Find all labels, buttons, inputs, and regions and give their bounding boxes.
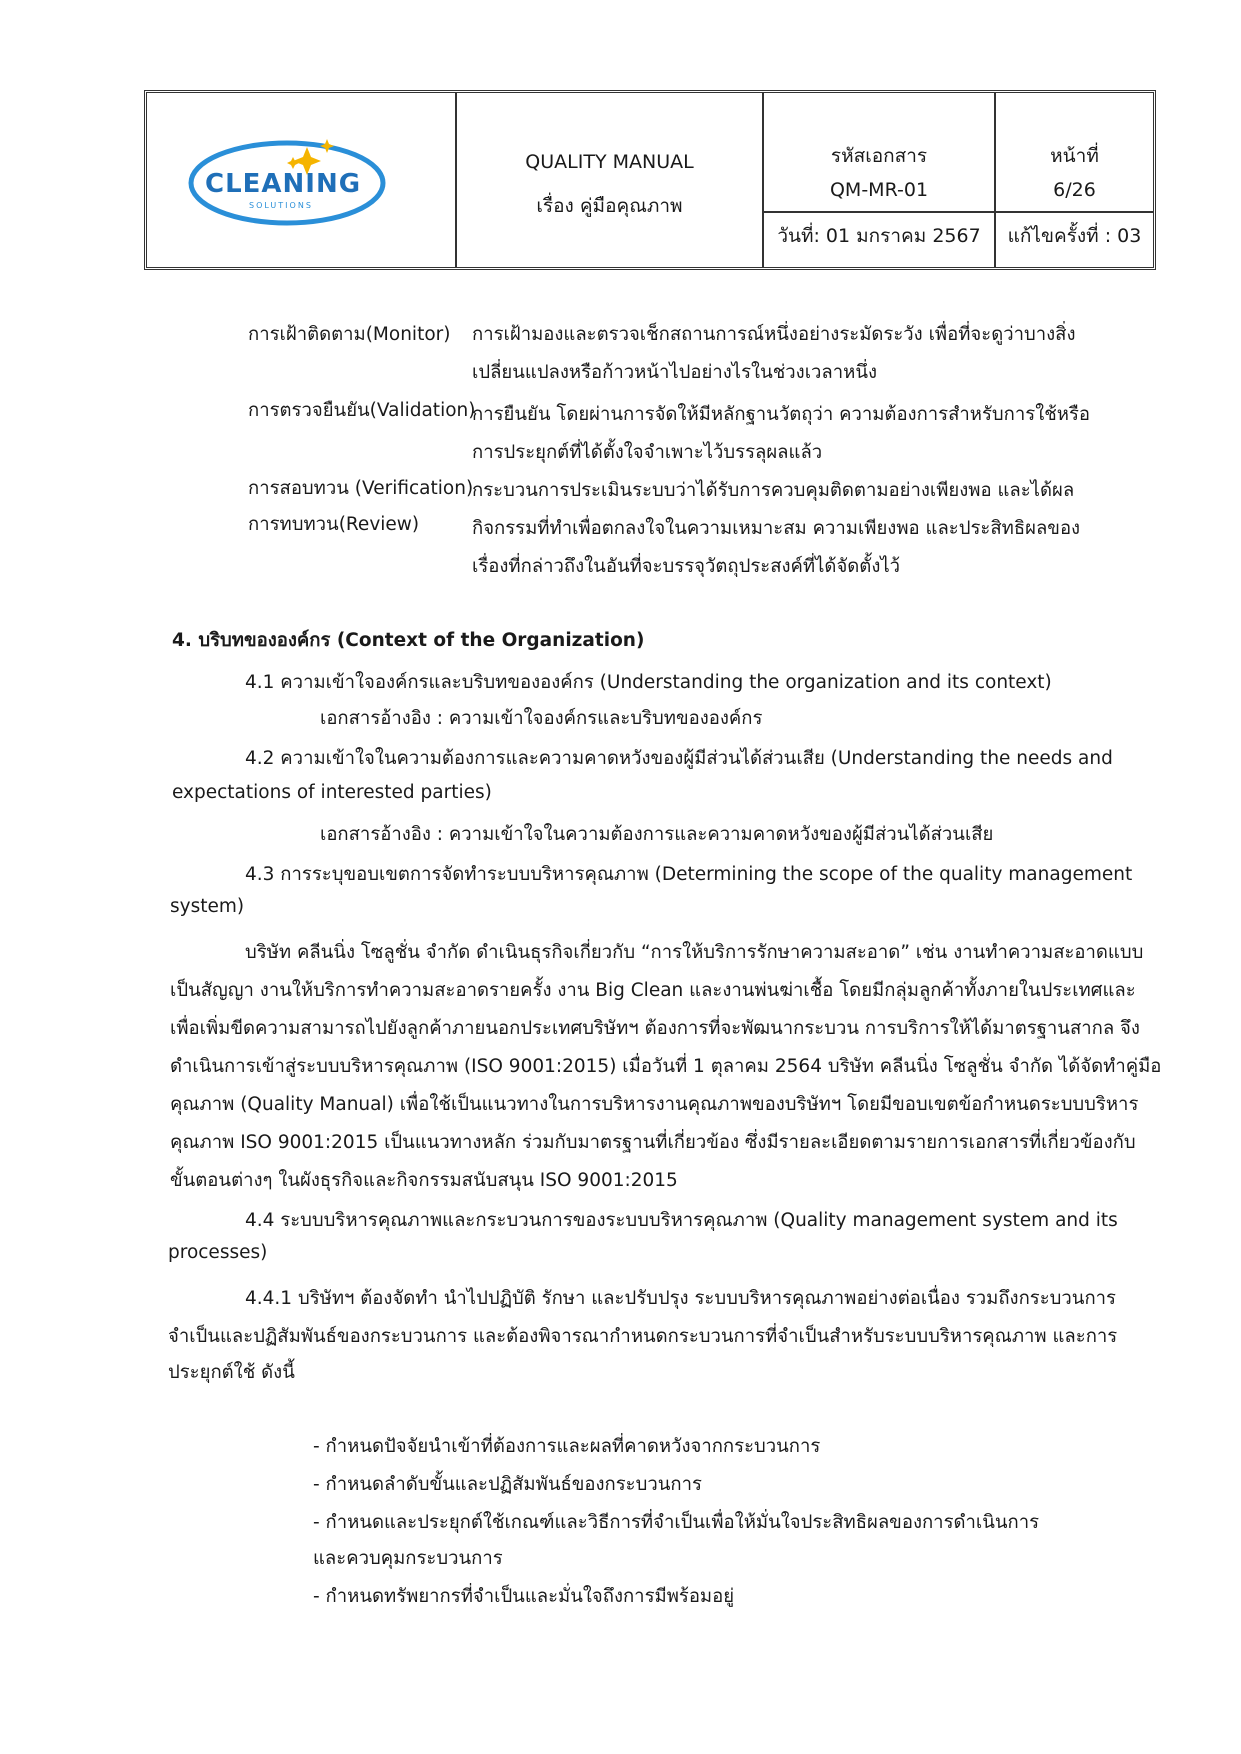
paragraph-line: ดำเนินการเข้าสู่ระบบบริหารคุณภาพ (ISO 9001:2015) เมื่อวันที่ 1 ตุลาคม 2564 บริษัท คลีนนิ่ง โซลูชั่น จำกัด ได้จัดทำคู่มือ (170, 1056, 1162, 1077)
doc-code-value: QM-MR-01 (829, 179, 929, 201)
list-item: - กำหนดทรัพยากรที่จำเป็นและมั่นใจถึงการมีพร้อมอยู่ (313, 1586, 735, 1607)
subsection-4-2-cont: expectations of interested parties) (172, 782, 492, 803)
page-number: 6/26 (1053, 179, 1096, 201)
list-item: - กำหนดและประยุกต์ใช้เกณฑ์และวิธีการที่จำเป็นเพื่อให้มั่นใจประสิทธิผลของการดำเนินการ (313, 1512, 1040, 1533)
definition-text: การยืนยัน โดยผ่านการจัดให้มีหลักฐานวัตถุว่า ความต้องการสำหรับการใช้หรือ (472, 404, 1091, 425)
definition-term: การทบทวน(Review) (248, 514, 420, 535)
doc-code-label: รหัสเอกสาร (830, 145, 928, 167)
definition-term: การสอบทวน (Verification) (248, 478, 474, 499)
reference-4-1: เอกสารอ้างอิง : ความเข้าใจองค์กรและบริบทขององค์กร (320, 708, 763, 729)
header-divider (764, 211, 1153, 213)
effective-date: วันที่: 01 มกราคม 2567 (777, 225, 981, 247)
logo-cell (147, 93, 457, 267)
list-item: - กำหนดลำดับขั้นและปฏิสัมพันธ์ของกระบวนการ (313, 1474, 702, 1495)
definition-text: การประยุกต์ที่ได้ตั้งใจจำเพาะไว้บรรลุผลแล้ว (472, 442, 823, 463)
paragraph-line: ประยุกต์ใช้ ดังนี้ (168, 1362, 295, 1383)
paragraph-line: คุณภาพ ISO 9001:2015 เป็นแนวทางหลัก ร่วมกับมาตรฐานที่เกี่ยวข้อง ซึ่งมีรายละเอียดตามรายการเอกสารที่เกี่ยวข้องกับ (170, 1132, 1136, 1153)
definition-term: การเฝ้าติดตาม(Monitor) (248, 324, 451, 345)
paragraph-line: จำเป็นและปฏิสัมพันธ์ของกระบวนการ และต้องพิจารณากำหนดกระบวนการที่จำเป็นสำหรับระบบบริหารคุณภาพ และการ (168, 1326, 1118, 1347)
subsection-4-3: 4.3 การระบุขอบเขตการจัดทำระบบบริหารคุณภาพ (Determining the scope of the quality management (245, 864, 1133, 885)
definition-text: การเฝ้ามองและตรวจเช็กสถานการณ์หนึ่งอย่างระมัดระวัง เพื่อที่จะดูว่าบางสิ่ง (472, 324, 1076, 345)
paragraph-line: 4.4.1 บริษัทฯ ต้องจัดทำ นำไปปฏิบัติ รักษา และปรับปรุง ระบบบริหารคุณภาพอย่างต่อเนื่อง รวมถึงกระบวนการ (245, 1288, 1116, 1309)
subsection-4-1: 4.1 ความเข้าใจองค์กรและบริบทขององค์กร (Understanding the organization and its context) (245, 672, 1052, 693)
page-label: หน้าที่ (1050, 145, 1099, 167)
definition-text: เปลี่ยนแปลงหรือก้าวหน้าไปอย่างไรในช่วงเวลาหนึ่ง (472, 362, 878, 383)
logo-text: CLEANING (205, 169, 362, 199)
definition-text: เรื่องที่กล่าวถึงในอันที่จะบรรจุวัตถุประสงค์ที่ได้จัดตั้งไว้ (472, 556, 901, 577)
company-logo (187, 131, 397, 231)
page-cell (996, 93, 1153, 267)
list-item: และควบคุมกระบวนการ (313, 1548, 503, 1569)
paragraph-line: บริษัท คลีนนิ่ง โซลูชั่น จำกัด ดำเนินธุรกิจเกี่ยวกับ “การให้บริการรักษาความสะอาด” เช่น งานทำความสะอาดแบบ (245, 942, 1144, 963)
definition-term: การตรวจยืนยัน(Validation) (248, 400, 476, 421)
subsection-4-2: 4.2 ความเข้าใจในความต้องการและความคาดหวังของผู้มีส่วนได้ส่วนเสีย (Understanding the needs and (245, 748, 1113, 769)
paragraph-line: เป็นสัญญา งานให้บริการทำความสะอาดรายครั้ง งาน Big Clean และงานพ่นฆ่าเชื้อ โดยมีกลุ่มลูกค้าทั้งภายในประเทศและ (170, 980, 1136, 1001)
doc-code-cell (764, 93, 996, 267)
reference-4-2: เอกสารอ้างอิง : ความเข้าใจในความต้องการและความคาดหวังของผู้มีส่วนได้ส่วนเสีย (320, 824, 994, 845)
section-heading: 4. บริบทขององค์กร (Context of the Organization) (172, 630, 645, 651)
logo-subtext: SOLUTIONS (249, 201, 313, 210)
title-cell (457, 93, 764, 267)
paragraph-line: ขั้นตอนต่างๆ ในผังธุรกิจและกิจกรรมสนับสนุน ISO 9001:2015 (170, 1170, 678, 1191)
document-header-table (144, 90, 1156, 270)
manual-title-th: เรื่อง คู่มือคุณภาพ (536, 195, 683, 217)
paragraph-line: คุณภาพ (Quality Manual) เพื่อใช้เป็นแนวทางในการบริหารงานคุณภาพของบริษัทฯ โดยมีขอบเขตข้อกำหนดระบบบริหาร (170, 1094, 1139, 1115)
definition-text: กระบวนการประเมินระบบว่าได้รับการควบคุมติดตามอย่างเพียงพอ และได้ผล (472, 480, 1075, 501)
manual-title-en: QUALITY MANUAL (525, 151, 694, 173)
paragraph-line: เพื่อเพิ่มขีดความสามารถไปยังลูกค้าภายนอกประเทศบริษัทฯ ต้องการที่จะพัฒนากระบวน การบริการให้ได้มาตรฐานสากล จึง (170, 1018, 1140, 1039)
definition-text: กิจกรรมที่ทำเพื่อตกลงใจในความเหมาะสม ความเพียงพอ และประสิทธิผลของ (472, 518, 1081, 539)
subsection-4-4-cont: processes) (168, 1242, 268, 1263)
subsection-4-3-cont: system) (170, 896, 245, 917)
list-item: - กำหนดปัจจัยนำเข้าที่ต้องการและผลที่คาดหวังจากกระบวนการ (313, 1436, 821, 1457)
subsection-4-4: 4.4 ระบบบริหารคุณภาพและกระบวนการของระบบบริหารคุณภาพ (Quality management system and its (245, 1210, 1118, 1231)
revision-number: แก้ไขครั้งที่ : 03 (1007, 225, 1142, 247)
